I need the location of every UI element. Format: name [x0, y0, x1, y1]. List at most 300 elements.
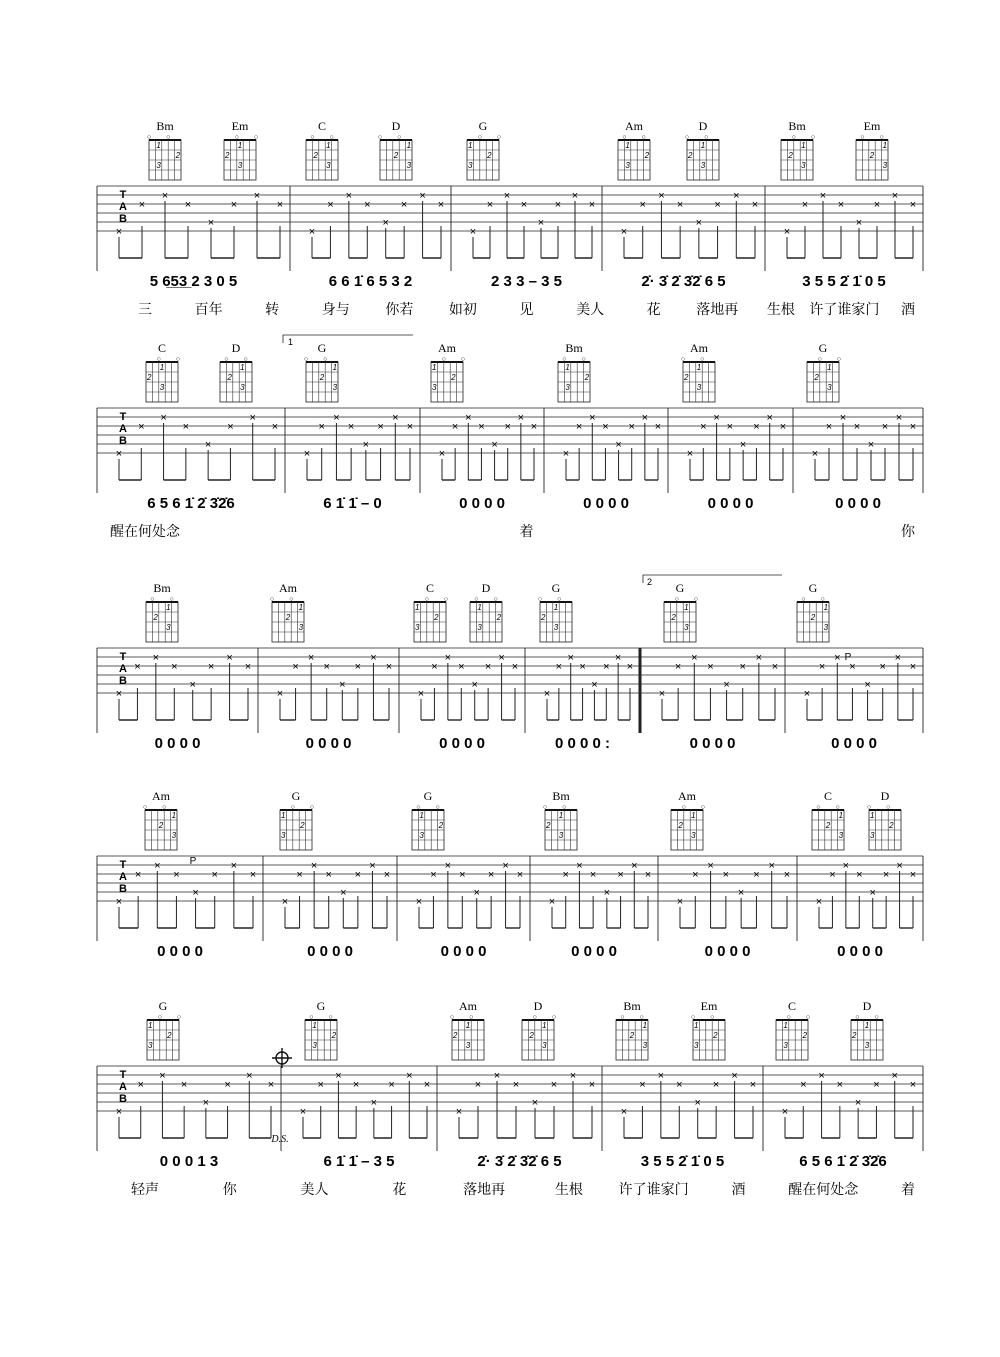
pick-mark: ×: [502, 860, 509, 872]
pick-mark: ×: [674, 661, 682, 673]
lyric: 醒在何处念: [110, 524, 180, 540]
pick-mark: ×: [909, 869, 917, 881]
lyric: 酒: [731, 1182, 746, 1198]
finger-number: 1: [147, 1021, 153, 1030]
chord-name: Em: [863, 119, 881, 133]
pick-mark: ×: [714, 199, 721, 211]
finger-number: 1: [477, 603, 482, 612]
pick-mark: ×: [676, 199, 684, 211]
pick-mark: ×: [354, 661, 362, 673]
pick-mark: ×: [818, 1070, 825, 1082]
pick-mark: ×: [152, 652, 160, 664]
finger-number: 2: [175, 151, 181, 160]
pick-mark: ×: [644, 869, 652, 881]
finger-number: 2: [678, 821, 683, 830]
pick-mark: ×: [891, 190, 899, 202]
pick-mark: ×: [591, 679, 598, 691]
tab-clef-letter: T: [119, 1069, 127, 1081]
string-marker: ○: [166, 134, 171, 141]
pick-mark: ×: [712, 1079, 720, 1091]
pick-mark: ×: [224, 1079, 231, 1091]
tab-clef-letter: A: [119, 663, 127, 675]
finger-number: 2: [889, 821, 894, 830]
finger-number: 3: [553, 623, 559, 632]
pick-mark: ×: [620, 226, 628, 238]
pick-mark: ×: [749, 1079, 757, 1091]
string-marker: ○: [309, 804, 315, 811]
pick-mark: ×: [576, 860, 583, 872]
finger-number: 3: [693, 1041, 699, 1050]
pick-mark: ×: [503, 190, 511, 202]
lyric: 美人: [300, 1182, 329, 1198]
pick-mark: ×: [700, 421, 707, 433]
pick-mark: ×: [783, 226, 791, 238]
finger-number: 2: [540, 613, 546, 622]
finger-number: 1: [332, 363, 338, 372]
chord-diagram-bm: [558, 341, 590, 402]
pick-mark: ×: [516, 869, 524, 881]
finger-number: 3: [166, 623, 171, 632]
jianpu-bar: 3 5 5 2̇ 1̇ 0 5: [802, 273, 886, 290]
second-ending-bracket: [643, 575, 782, 587]
pick-mark: ×: [339, 679, 346, 691]
chord-diagram-bm: [616, 999, 648, 1060]
finger-number: 3: [869, 831, 875, 840]
finger-number: 2: [393, 151, 399, 160]
finger-number: 3: [159, 383, 165, 392]
finger-number: 3: [237, 161, 243, 170]
finger-number: 3: [827, 383, 832, 392]
pick-mark: ×: [733, 190, 740, 202]
jianpu-bar: 0 0 0 0: [689, 735, 736, 752]
finger-number: 1: [801, 141, 806, 150]
finger-number: 1: [465, 1021, 471, 1030]
chord-name: D: [481, 581, 491, 595]
pick-mark: ×: [369, 860, 376, 872]
tab-clef-letter: B: [119, 213, 127, 225]
pick-mark: ×: [909, 1079, 917, 1091]
lyric: 花: [646, 302, 661, 318]
string-marker: ○: [253, 134, 259, 141]
pick-mark: ×: [589, 412, 596, 424]
string-marker: ○: [551, 1014, 557, 1021]
chord-name: Am: [438, 341, 456, 355]
string-marker: ○: [441, 356, 446, 363]
chord-diagram-g: [304, 341, 338, 402]
string-marker: ○: [156, 356, 161, 363]
string-marker: ○: [146, 134, 152, 141]
chord-name: G: [551, 581, 561, 595]
pick-mark: ×: [430, 869, 437, 881]
finger-number: 1: [693, 1021, 699, 1030]
finger-number: 1: [869, 811, 875, 820]
string-marker: ○: [169, 596, 174, 603]
pick-mark: ×: [138, 199, 146, 211]
pick-mark: ×: [628, 421, 635, 433]
finger-number: 3: [558, 831, 564, 840]
pick-mark: ×: [345, 190, 353, 202]
jianpu-bar: 2 3 3 – 3 5: [491, 273, 562, 290]
pick-mark: ×: [323, 661, 330, 673]
jianpu-bar: 0 0 0 0: [440, 943, 487, 960]
jianpu-bar: 0 0 0 0 :: [554, 735, 611, 752]
chord-name: G: [291, 789, 301, 803]
jianpu-bar: 0 0 0 0: [154, 735, 201, 752]
pick-mark: ×: [571, 190, 579, 202]
chord-diagram-d: [378, 119, 412, 180]
pick-mark: ×: [562, 869, 569, 881]
finger-number: 2: [451, 373, 456, 382]
chord-diagram-d: [220, 341, 252, 402]
system-5: [97, 999, 923, 1198]
lyric: 许了谁家门: [618, 1182, 689, 1198]
finger-number: 2: [851, 1031, 857, 1040]
string-marker: ○: [681, 804, 686, 811]
string-marker: ○: [542, 804, 548, 811]
pick-mark: ×: [818, 661, 826, 673]
lyric: 百年: [194, 302, 223, 318]
chord-name: D: [533, 999, 543, 1013]
pick-mark: ×: [438, 448, 446, 460]
string-marker: ○: [443, 596, 449, 603]
pick-mark: ×: [173, 869, 180, 881]
finger-number: 3: [691, 831, 696, 840]
string-marker: ○: [622, 134, 627, 141]
pick-mark: ×: [138, 421, 145, 433]
tab-clef-letter: A: [119, 201, 127, 213]
chord-name: C: [157, 341, 167, 355]
chord-diagram-c: [776, 999, 810, 1060]
pick-mark: ×: [362, 439, 370, 451]
pick-mark: ×: [511, 661, 519, 673]
finger-number: 1: [838, 811, 844, 820]
pick-mark: ×: [753, 421, 760, 433]
pick-mark: ×: [465, 412, 472, 424]
finger-number: 1: [864, 1021, 870, 1030]
chord-name: D: [231, 341, 241, 355]
lyric: 着: [519, 524, 534, 540]
chord-diagram-g: [797, 581, 829, 642]
string-marker: ○: [269, 596, 275, 603]
tab-clef-letter: B: [119, 675, 127, 687]
lyric: 落地再: [463, 1182, 506, 1198]
jianpu-bar: 6 6 1̇ 6 5 3 2: [328, 273, 413, 290]
finger-number: 1: [414, 603, 420, 612]
lyric: 见: [519, 302, 534, 318]
chord-diagram-am: [681, 341, 715, 402]
finger-number: 3: [783, 1041, 788, 1050]
finger-number: 3: [280, 831, 286, 840]
finger-number: 1: [431, 363, 437, 372]
pick-mark: ×: [431, 661, 438, 673]
chord-name: C: [317, 119, 327, 133]
string-marker: ○: [435, 804, 440, 811]
pick-mark: ×: [444, 652, 452, 664]
finger-number: 3: [465, 1041, 471, 1050]
pick-mark: ×: [406, 421, 414, 433]
lyric: 落地再: [696, 302, 739, 318]
pick-mark: ×: [620, 1106, 628, 1118]
pick-mark: ×: [474, 1079, 482, 1091]
string-marker: ○: [690, 1014, 696, 1021]
finger-number: 2: [644, 151, 650, 160]
finger-number: 2: [810, 613, 816, 622]
pick-mark: ×: [722, 869, 730, 881]
string-marker: ○: [639, 1014, 644, 1021]
pick-mark: ×: [531, 1097, 539, 1109]
pick-mark: ×: [423, 1079, 431, 1091]
finger-number: 1: [280, 811, 286, 820]
tab-staff: [97, 648, 923, 733]
string-marker: ○: [581, 356, 586, 363]
pick-mark: ×: [676, 896, 684, 908]
pick-mark: ×: [115, 448, 123, 460]
finger-number: 3: [467, 161, 473, 170]
pick-mark: ×: [879, 661, 886, 673]
pick-mark: ×: [588, 1079, 596, 1091]
string-marker: ○: [855, 1014, 860, 1021]
pick-mark: ×: [811, 448, 819, 460]
string-marker: ○: [801, 596, 806, 603]
string-marker: ○: [449, 1014, 455, 1021]
chord-diagram-c: [306, 119, 338, 180]
finger-number: 2: [802, 1031, 808, 1040]
lyric: 轻声: [131, 1182, 159, 1198]
string-marker: ○: [557, 596, 562, 603]
string-marker: ○: [424, 596, 429, 603]
chord-diagram-g: [467, 119, 501, 180]
tab-clef-letter: A: [119, 1081, 127, 1093]
string-marker: ○: [142, 804, 148, 811]
chord-name: D: [391, 119, 401, 133]
pick-mark: ×: [134, 869, 142, 881]
finger-number: 3: [332, 383, 338, 392]
string-marker: ○: [329, 134, 334, 141]
chord-name: Bm: [788, 119, 806, 133]
chord-name: C: [823, 789, 833, 803]
pick-mark: ×: [137, 1079, 144, 1091]
tab-clef-letter: B: [119, 883, 127, 895]
pick-mark: ×: [739, 439, 747, 451]
string-marker: ○: [493, 596, 498, 603]
finger-number: 3: [625, 161, 630, 170]
chord-name: G: [478, 119, 488, 133]
finger-number: 3: [240, 383, 245, 392]
string-marker: ○: [243, 356, 248, 363]
finger-number: 2: [584, 373, 590, 382]
pick-mark: ×: [896, 860, 903, 872]
pick-mark: ×: [856, 869, 863, 881]
pick-mark: ×: [895, 412, 903, 424]
chord-name: G: [317, 341, 327, 355]
pick-mark: ×: [134, 661, 141, 673]
tab-staff: [97, 408, 923, 493]
string-marker: ○: [309, 1014, 314, 1021]
finger-number: 1: [406, 141, 412, 150]
pick-mark: ×: [779, 421, 787, 433]
string-marker: ○: [562, 356, 567, 363]
pick-mark: ×: [726, 421, 734, 433]
pick-mark: ×: [891, 1070, 898, 1082]
string-marker: ○: [620, 1014, 625, 1021]
chord-name: Bm: [623, 999, 641, 1013]
string-marker: ○: [674, 596, 679, 603]
pick-mark: ×: [307, 652, 315, 664]
chord-name: Am: [678, 789, 696, 803]
pick-mark: ×: [853, 421, 861, 433]
pick-mark: ×: [829, 869, 836, 881]
pick-mark: ×: [639, 1079, 646, 1091]
chord-diagram-am: [143, 789, 177, 850]
finger-number: 1: [565, 363, 570, 372]
lyric: 花: [392, 1182, 407, 1198]
pick-mark: ×: [308, 226, 316, 238]
chord-diagram-c: [414, 581, 448, 642]
pick-mark: ×: [602, 421, 609, 433]
finger-number: 3: [171, 831, 177, 840]
pick-mark: ×: [836, 1079, 844, 1091]
pick-mark: ×: [189, 679, 196, 691]
pick-mark: ×: [498, 652, 505, 664]
pick-mark: ×: [626, 661, 634, 673]
string-marker: ○: [866, 804, 872, 811]
string-marker: ○: [234, 134, 239, 141]
finger-number: 1: [553, 603, 559, 612]
finger-number: 1: [542, 1021, 547, 1030]
pick-mark: ×: [180, 1079, 188, 1091]
pick-mark: ×: [159, 1070, 166, 1082]
pick-mark: ×: [253, 190, 261, 202]
chord-diagram-am: [671, 789, 705, 850]
finger-number: 1: [691, 811, 696, 820]
lyric: 醒在何处念: [788, 1182, 859, 1198]
jianpu-bar: 6 5 6 1̇ 2̇ 3̇2̇6: [147, 495, 235, 512]
chord-name: G: [808, 581, 818, 595]
finger-number: 1: [467, 141, 473, 150]
pick-mark: ×: [530, 421, 538, 433]
finger-number: 3: [406, 161, 412, 170]
string-marker: ○: [323, 356, 328, 363]
pick-mark: ×: [202, 1097, 210, 1109]
pick-mark: ×: [654, 421, 662, 433]
pick-mark: ×: [815, 896, 823, 908]
pick-mark: ×: [370, 652, 377, 664]
pick-mark: ×: [352, 1079, 360, 1091]
pick-mark: ×: [354, 869, 362, 881]
string-marker: ○: [303, 356, 309, 363]
finger-number: 1: [823, 603, 829, 612]
finger-number: 2: [331, 1031, 337, 1040]
jianpu-bar: 2̇· 3̇ 2̇ 3̇2̇ 6 5: [641, 273, 726, 290]
pick-mark: ×: [226, 652, 233, 664]
string-marker: ○: [710, 1014, 715, 1021]
pick-mark: ×: [909, 421, 917, 433]
jianpu-bar: 0 0 0 0: [835, 495, 881, 512]
string-marker: ○: [874, 1014, 879, 1021]
string-marker: ○: [786, 1014, 791, 1021]
finger-number: 1: [700, 141, 706, 150]
first-ending-bracket: [283, 335, 413, 347]
pick-mark: ×: [800, 1079, 807, 1091]
finger-number: 1: [783, 1021, 788, 1030]
svg-text:1: 1: [288, 337, 294, 347]
pick-mark: ×: [327, 199, 334, 211]
pick-mark: ×: [517, 412, 525, 424]
finger-number: 2: [153, 613, 158, 622]
chord-diagram-g: [538, 581, 572, 642]
finger-number: 2: [146, 373, 152, 382]
pick-mark: ×: [909, 199, 917, 211]
pick-mark: ×: [839, 412, 847, 424]
pick-mark: ×: [658, 190, 665, 202]
chord-name: C: [425, 581, 435, 595]
jianpu-bar: 0 0 0 0: [837, 943, 883, 960]
chord-diagram-g: [305, 999, 337, 1060]
tab-clef-letter: T: [119, 411, 127, 423]
jianpu-bar: 0 0 0 0: [704, 943, 751, 960]
chord-name: Bm: [565, 341, 583, 355]
pick-mark: ×: [639, 199, 646, 211]
finger-number: 1: [558, 811, 564, 820]
string-marker: ○: [700, 356, 705, 363]
pick-mark: ×: [211, 869, 218, 881]
jianpu-bar: 6 5 6 1̇ 2̇ 3̇2̇6: [799, 1153, 887, 1170]
pick-mark: ×: [854, 1097, 862, 1109]
finger-number: 3: [414, 623, 420, 632]
string-marker: ○: [886, 804, 891, 811]
pick-mark: ×: [204, 439, 212, 451]
system-4: [97, 789, 923, 960]
pick-mark: ×: [781, 1106, 789, 1118]
pick-mark: ×: [615, 439, 622, 451]
pick-mark: ×: [246, 1070, 253, 1082]
pick-mark: ×: [161, 190, 169, 202]
pick-mark: ×: [537, 217, 545, 229]
pick-mark: ×: [550, 1079, 558, 1091]
pick-mark: ×: [543, 688, 551, 700]
finger-number: 2: [825, 821, 831, 830]
string-marker: ○: [537, 596, 543, 603]
string-marker: ○: [810, 134, 816, 141]
finger-number: 2: [319, 373, 325, 382]
pick-mark: ×: [299, 1106, 307, 1118]
system-3: [97, 581, 923, 752]
pick-mark: ×: [751, 199, 759, 211]
pick-mark: ×: [370, 1097, 378, 1109]
chord-diagram-g: [280, 789, 314, 850]
pick-mark: ×: [281, 896, 289, 908]
finger-number: 1: [696, 363, 702, 372]
chord-diagram-d: [470, 581, 502, 642]
finger-number: 3: [684, 623, 689, 632]
pick-mark: ×: [115, 1106, 123, 1118]
lyric: 你: [901, 524, 915, 540]
string-marker: ○: [496, 134, 502, 141]
string-marker: ○: [860, 134, 865, 141]
string-marker: ○: [150, 596, 155, 603]
pick-mark: ×: [686, 448, 694, 460]
chord-name: Am: [625, 119, 643, 133]
pick-mark: ×: [768, 860, 775, 872]
finger-number: 3: [696, 383, 702, 392]
string-marker: ○: [693, 596, 699, 603]
string-marker: ○: [704, 134, 709, 141]
lyric: 美人: [576, 302, 605, 318]
score: [97, 119, 923, 1198]
finger-number: 3: [642, 1041, 648, 1050]
chord-name: Em: [231, 119, 249, 133]
chord-name: G: [818, 341, 828, 355]
